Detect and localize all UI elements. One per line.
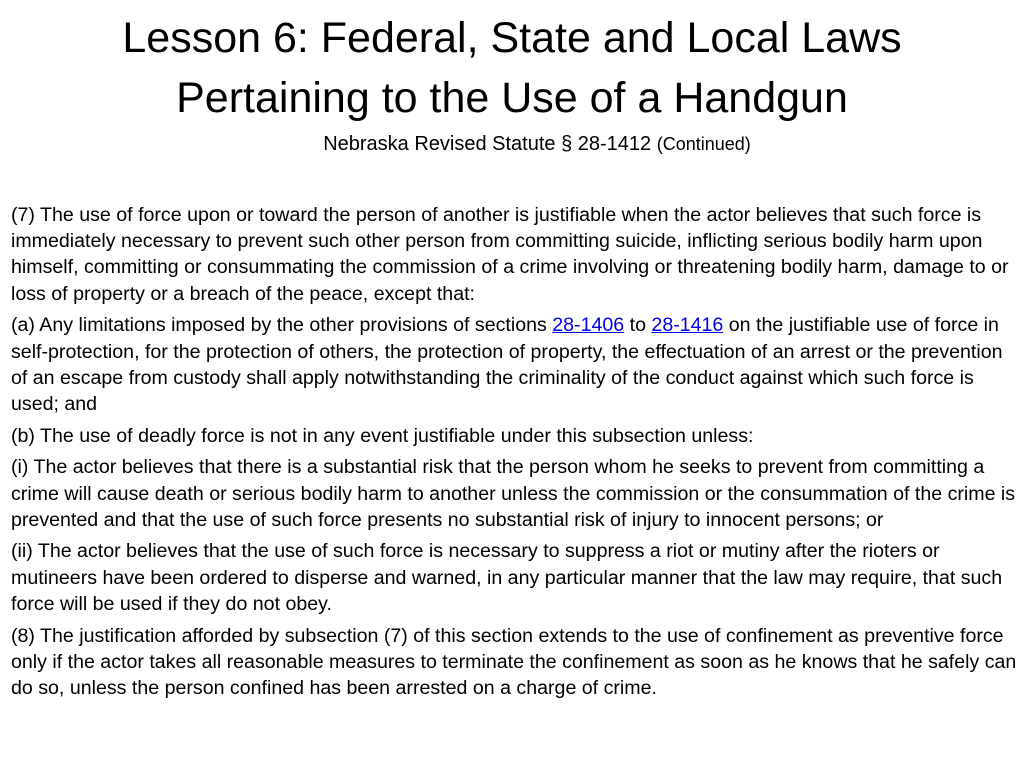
continued-label: (Continued) xyxy=(656,134,751,154)
link-28-1406[interactable]: 28-1406 xyxy=(552,314,625,337)
link-28-1416[interactable]: 28-1416 xyxy=(651,314,724,337)
statute-body xyxy=(11,202,1019,707)
paragraph-b: (b) The use of deadly force is not in any event justifiable under this subsection unless: xyxy=(11,424,754,447)
slide-title xyxy=(0,8,1024,128)
paragraph-a xyxy=(11,312,1019,417)
paragraph-i: (i) The actor believes that there is a substantial risk that the person whom he seeks to prevent from committing a crime will cause death or serious bodily harm to another unless the commission or the consummation of the crime is prevented and that the use of such force presents no substantial risk of injury to innocent persons; or xyxy=(11,456,1016,531)
paragraph-a-after: on the justifiable use of force in self-protection, for the protection of others, the protection of property, the effectuation of an arrest or the prevention of an escape from custody shall apply notwithstanding the criminality of the conduct against which such force is used; and xyxy=(11,314,1003,415)
slide-title-line-1: Lesson 6: Federal, State and Local Laws xyxy=(122,14,902,62)
paragraph-8: (8) The justification afforded by subsection (7) of this section extends to the use of confinement as preventive force only if the actor takes all reasonable measures to terminate the confinement as soon as he knows that he safely can do so, unless the person confined has been arrested on a charge of crime. xyxy=(11,624,1017,699)
paragraph-ii: (ii) The actor believes that the use of such force is necessary to suppress a riot or mutiny after the rioters or mutineers have been ordered to disperse and warned, in any particular manner that the law may require, that such force will be used if they do not obey. xyxy=(11,540,1003,615)
paragraph-a-between: to xyxy=(624,314,652,337)
paragraph-7: (7) The use of force upon or toward the person of another is justifiable when the actor believes that such force is immediately necessary to prevent such other person from committing suicide, inflicting serious bodily harm upon himself, committing or consummating the commission of a crime involving or threatening bodily harm, damage to or loss of property or a breach of the peace, except that: xyxy=(11,204,1009,305)
slide-subtitle xyxy=(0,130,1024,158)
slide-title-line-2: Pertaining to the Use of a Handgun xyxy=(176,74,848,122)
statute-reference: Nebraska Revised Statute § 28-1412 xyxy=(323,133,652,155)
paragraph-a-before: (a) Any limitations imposed by the other provisions of sections xyxy=(11,314,553,337)
